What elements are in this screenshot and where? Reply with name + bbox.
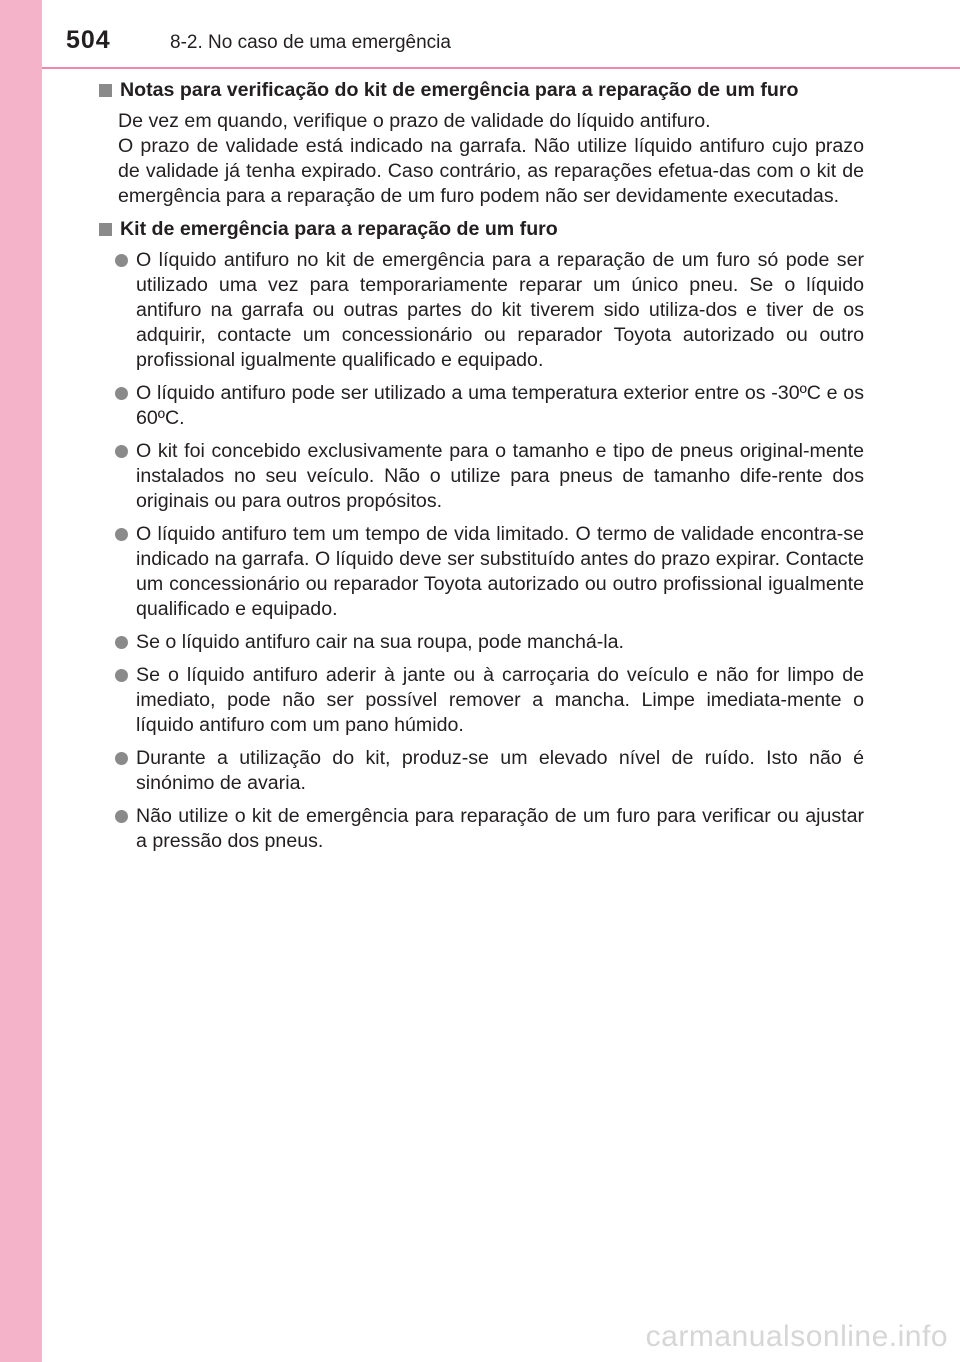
square-bullet-icon — [99, 84, 112, 97]
list-item — [110, 630, 864, 655]
list-item-text: Se o líquido antifuro aderir à jante ou à carroçaria do veículo e não for limpo de imediato, pode não ser possível remover a mancha. Limpe imediata-mente o líquido antifuro com um pano húmido. — [136, 664, 864, 736]
round-bullet-icon — [115, 387, 128, 400]
list-item-text: O líquido antifuro no kit de emergência para a reparação de um furo só pode ser utilizado uma vez para temporariamente reparar um único pneu. Se o líquido antifuro na garrafa ou outras partes do kit tiverem sido utiliza-dos e tiver de os adquirir, contacte um concessionário ou reparador Toyota autorizado ou outro profissional igualmente qualificado e equipado. — [136, 249, 864, 371]
side-color-band — [0, 0, 42, 1362]
list-item — [110, 522, 864, 622]
round-bullet-icon — [115, 810, 128, 823]
list-item — [110, 746, 864, 796]
list-item-text: O líquido antifuro pode ser utilizado a uma temperatura exterior entre os -30ºC e os 60ºC. — [136, 382, 864, 429]
section-heading-text: Notas para verificação do kit de emergência para a reparação de um furo — [120, 79, 799, 101]
paragraph-line: De vez em quando, verifique o prazo de validade do líquido antifuro. — [118, 110, 711, 132]
watermark: carmanualsonline.info — [645, 1320, 948, 1353]
list-item-text: Durante a utilização do kit, produz-se um elevado nível de ruído. Isto não é sinónimo de avaria. — [136, 747, 864, 794]
list-item-text: Se o líquido antifuro cair na sua roupa, pode manchá-la. — [136, 631, 624, 653]
list-item — [110, 248, 864, 373]
header-divider — [42, 67, 960, 69]
round-bullet-icon — [115, 636, 128, 649]
list-item-text: Não utilize o kit de emergência para reparação de um furo para verificar ou ajustar a pressão dos pneus. — [136, 805, 864, 852]
page-header — [42, 0, 960, 70]
list-item — [110, 439, 864, 514]
round-bullet-icon — [115, 528, 128, 541]
notes-paragraph — [118, 109, 864, 209]
main-content — [96, 78, 864, 862]
section-heading-notes — [96, 78, 864, 103]
list-item-text: O kit foi concebido exclusivamente para o tamanho e tipo de pneus original-mente instalados no seu veículo. Não o utilize para pneus de tamanho dife-rente dos originais ou para outros propósitos. — [136, 440, 864, 512]
round-bullet-icon — [115, 254, 128, 267]
list-item — [110, 381, 864, 431]
section-heading-text: Kit de emergência para a reparação de um furo — [120, 218, 558, 240]
list-item-text: O líquido antifuro tem um tempo de vida limitado. O termo de validade encontra-se indicado na garrafa. O líquido deve ser substituído antes do prazo expirar. Contacte um concessionário ou reparador Toyota autorizado ou outro profissional igualmente qualificado e equipado. — [136, 523, 864, 620]
list-item — [110, 804, 864, 854]
section-heading-kit — [96, 217, 864, 242]
section-title: 8-2. No caso de uma emergência — [170, 32, 451, 53]
square-bullet-icon — [99, 223, 112, 236]
kit-bullet-list — [96, 248, 864, 854]
list-item — [110, 663, 864, 738]
paragraph-line: O prazo de validade está indicado na garrafa. Não utilize líquido antifuro cujo prazo de validade já tenha expirado. Caso contrário, as reparações efetua-das com o kit de emergência para a reparação de um furo podem não ser devidamente executadas. — [118, 135, 864, 207]
round-bullet-icon — [115, 669, 128, 682]
round-bullet-icon — [115, 752, 128, 765]
page-number: 504 — [66, 26, 111, 54]
round-bullet-icon — [115, 445, 128, 458]
